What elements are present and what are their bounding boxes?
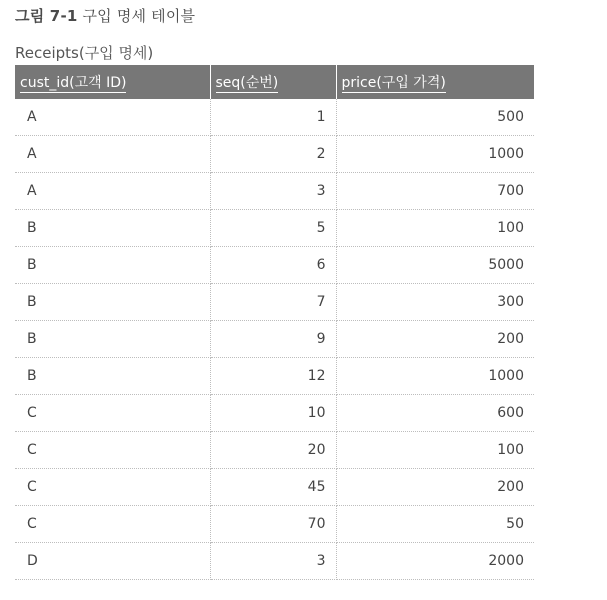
price-cell: 300 xyxy=(336,284,534,321)
price-cell: 200 xyxy=(336,469,534,506)
cust-id-cell: C xyxy=(15,395,210,432)
table-row xyxy=(15,321,534,358)
table-caption: Receipts(구입 명세) xyxy=(15,44,154,62)
cust-id-cell: A xyxy=(15,173,210,210)
price-cell: 100 xyxy=(336,432,534,469)
table-row xyxy=(15,395,534,432)
price-cell: 2000 xyxy=(336,543,534,580)
cust-id-cell: B xyxy=(15,358,210,395)
seq-cell: 45 xyxy=(210,469,336,506)
receipts-table xyxy=(15,65,534,580)
cust-id-cell: D xyxy=(15,543,210,580)
table-row xyxy=(15,247,534,284)
cust-id-cell: B xyxy=(15,284,210,321)
cust-id-cell: A xyxy=(15,136,210,173)
seq-cell: 1 xyxy=(210,99,336,136)
seq-cell: 6 xyxy=(210,247,336,284)
table-row xyxy=(15,469,534,506)
figure-title xyxy=(15,5,195,26)
seq-cell: 2 xyxy=(210,136,336,173)
cust-id-cell: C xyxy=(15,506,210,543)
seq-cell: 10 xyxy=(210,395,336,432)
table-row xyxy=(15,432,534,469)
cust-id-cell: B xyxy=(15,321,210,358)
table-row xyxy=(15,358,534,395)
seq-cell: 7 xyxy=(210,284,336,321)
price-cell: 200 xyxy=(336,321,534,358)
figure-title-text: 구입 명세 테이블 xyxy=(82,7,196,25)
figure-number: 그림 7-1 xyxy=(15,7,78,25)
price-cell: 600 xyxy=(336,395,534,432)
table-row xyxy=(15,506,534,543)
seq-cell: 20 xyxy=(210,432,336,469)
table-row xyxy=(15,284,534,321)
table-body xyxy=(15,99,534,580)
column-header-seq: seq(순번) xyxy=(210,65,336,99)
table-row xyxy=(15,543,534,580)
table-row xyxy=(15,210,534,247)
seq-cell: 3 xyxy=(210,543,336,580)
cust-id-cell: A xyxy=(15,99,210,136)
price-cell: 50 xyxy=(336,506,534,543)
price-cell: 1000 xyxy=(336,358,534,395)
seq-cell: 3 xyxy=(210,173,336,210)
table-header xyxy=(15,65,534,99)
seq-cell: 12 xyxy=(210,358,336,395)
column-header-price: price(구입 가격) xyxy=(336,65,534,99)
table-row xyxy=(15,136,534,173)
cust-id-cell: C xyxy=(15,469,210,506)
table-row xyxy=(15,99,534,136)
table-row xyxy=(15,173,534,210)
column-header-cust-id: cust_id(고객 ID) xyxy=(15,65,210,99)
price-cell: 700 xyxy=(336,173,534,210)
seq-cell: 70 xyxy=(210,506,336,543)
cust-id-cell: B xyxy=(15,210,210,247)
price-cell: 500 xyxy=(336,99,534,136)
seq-cell: 5 xyxy=(210,210,336,247)
price-cell: 100 xyxy=(336,210,534,247)
price-cell: 1000 xyxy=(336,136,534,173)
cust-id-cell: B xyxy=(15,247,210,284)
cust-id-cell: C xyxy=(15,432,210,469)
seq-cell: 9 xyxy=(210,321,336,358)
header-row xyxy=(15,65,534,99)
price-cell: 5000 xyxy=(336,247,534,284)
